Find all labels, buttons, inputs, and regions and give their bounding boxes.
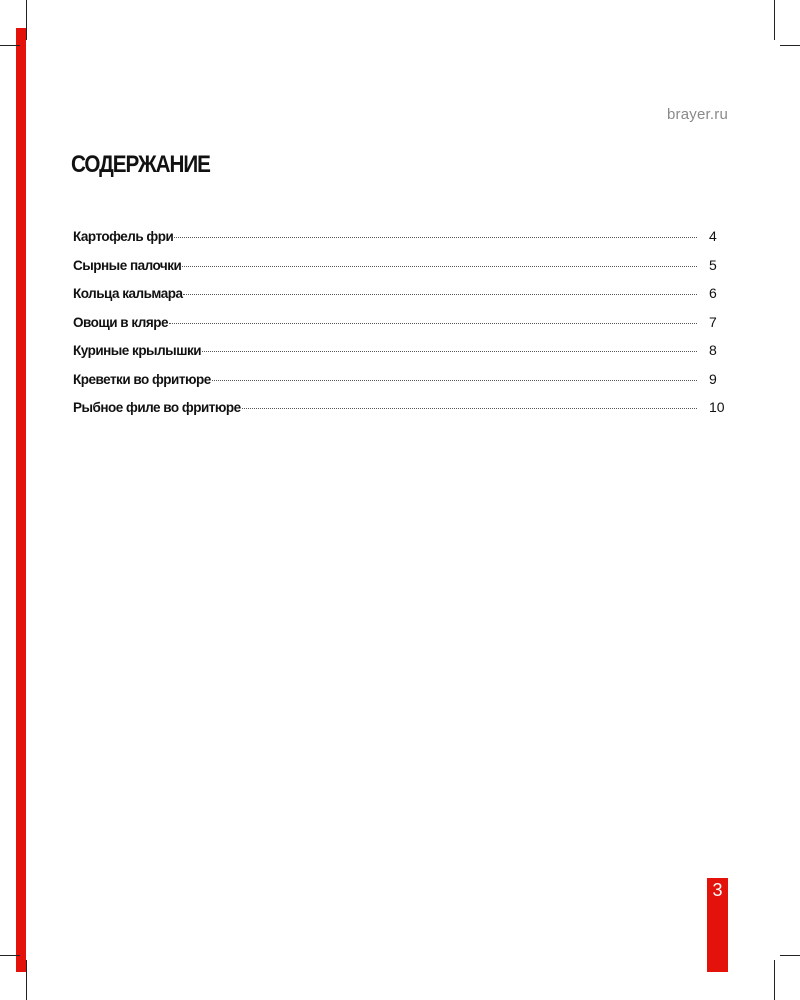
toc-entry-label: Сырные палочки <box>73 257 182 273</box>
toc-entry-label: Куриные крылышки <box>73 343 202 358</box>
dot-leader <box>183 294 697 295</box>
toc-entry-page: 10 <box>709 399 725 415</box>
toc-entry-label: Кольца кальмара <box>73 286 183 301</box>
dot-leader <box>202 351 697 352</box>
page-title: СОДЕРЖАНИЕ <box>71 151 210 178</box>
toc-entry[interactable] <box>73 399 725 428</box>
toc-entry-label: Рыбное филе во фритюре <box>73 400 241 415</box>
toc-entry-page: 9 <box>709 370 717 387</box>
page-number-tab <box>707 878 728 972</box>
dot-leader <box>174 237 697 238</box>
crop-mark <box>26 960 27 1000</box>
toc-entry[interactable] <box>73 228 725 257</box>
crop-mark <box>0 45 20 46</box>
crop-mark <box>774 0 775 40</box>
toc-entry-label: Овощи в кляре <box>73 314 168 330</box>
toc-entry[interactable] <box>73 285 725 314</box>
page-number: 3 <box>712 880 723 900</box>
toc-entry-page: 5 <box>709 256 717 273</box>
toc-entry-page: 7 <box>709 313 717 330</box>
toc-entry-page: 4 <box>709 228 717 244</box>
toc-entry[interactable] <box>73 314 725 343</box>
dot-leader <box>169 323 697 324</box>
crop-mark <box>0 955 20 956</box>
toc-entry-page: 6 <box>709 285 717 301</box>
crop-mark <box>780 45 800 46</box>
dot-leader <box>182 266 697 267</box>
toc-entry-page: 8 <box>709 342 717 358</box>
left-accent-bar <box>16 28 26 972</box>
crop-mark <box>26 0 27 40</box>
toc-entry[interactable] <box>73 342 725 371</box>
crop-mark <box>780 955 800 956</box>
dot-leader <box>242 408 697 409</box>
site-url: brayer.ru <box>667 106 728 123</box>
toc-entry-label: Креветки во фритюре <box>73 371 211 387</box>
toc-entry[interactable] <box>73 371 725 400</box>
toc-entry-label: Картофель фри <box>73 229 174 244</box>
table-of-contents <box>73 228 725 428</box>
dot-leader <box>212 380 697 381</box>
crop-mark <box>774 960 775 1000</box>
toc-entry[interactable] <box>73 257 725 286</box>
